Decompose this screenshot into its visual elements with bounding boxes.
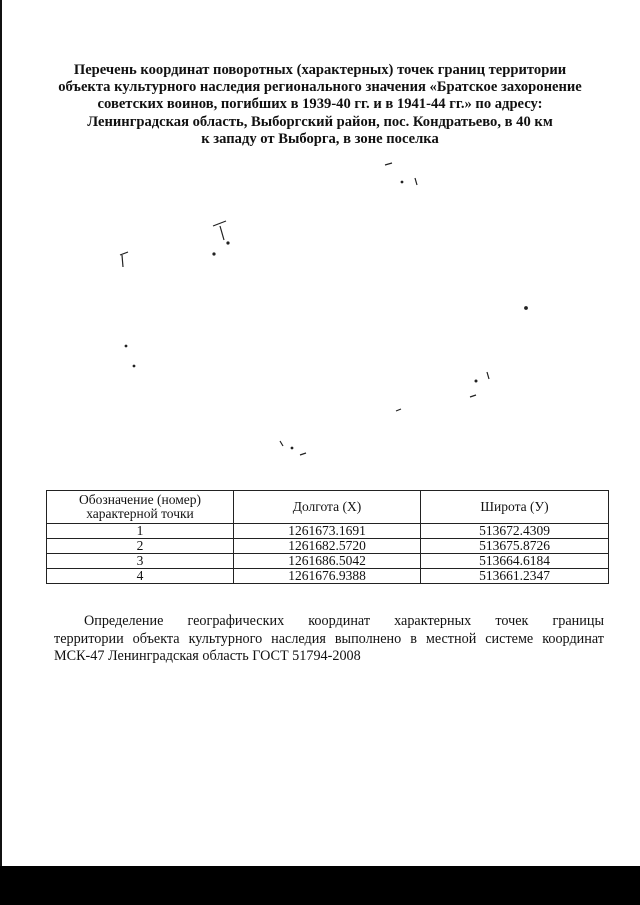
paragraph-line: Определение географических координат характерных точек границы xyxy=(84,613,604,629)
scan-left-edge xyxy=(0,0,2,866)
header-latitude: Широта (У) xyxy=(421,491,609,524)
document-title xyxy=(40,62,600,148)
cell-point: 3 xyxy=(47,554,234,569)
paragraph-line: МСК-47 Ленинградская область ГОСТ 51794-2008 xyxy=(54,648,361,664)
cell-point: 4 xyxy=(47,569,234,584)
table-row xyxy=(47,554,609,569)
cell-longitude: 1261686.5042 xyxy=(234,554,421,569)
cell-latitude: 513664.6184 xyxy=(421,554,609,569)
method-paragraph xyxy=(54,613,604,666)
cell-latitude: 513661.2347 xyxy=(421,569,609,584)
title-line: объекта культурного наследия регионального значения «Братское захоронение xyxy=(58,79,582,96)
cell-longitude: 1261676.9388 xyxy=(234,569,421,584)
cell-longitude: 1261673.1691 xyxy=(234,524,421,539)
table-header-row xyxy=(47,491,609,524)
cell-point: 1 xyxy=(47,524,234,539)
title-line: к западу от Выборга, в зоне поселка xyxy=(201,130,439,147)
title-line: Перечень координат поворотных (характерных) точек границ территории xyxy=(73,62,567,78)
header-point: Обозначение (номер) характерной точки xyxy=(47,491,234,524)
title-line: советских воинов, погибших в 1939-40 гг. и в 1941-44 гг.» по адресу: xyxy=(97,96,543,113)
scan-bottom-band xyxy=(0,866,640,905)
table-row xyxy=(47,539,609,554)
cell-latitude: 513675.8726 xyxy=(421,539,609,554)
header-longitude: Долгота (X) xyxy=(234,491,421,524)
cell-point: 2 xyxy=(47,539,234,554)
cell-latitude: 513672.4309 xyxy=(421,524,609,539)
scan-noise xyxy=(0,150,640,470)
paragraph-line: территории объекта культурного наследия выполнено в местной системе координат xyxy=(54,630,604,647)
title-line: Ленинградская область, Выборгский район, пос. Кондратьево, в 40 км xyxy=(87,113,553,130)
cell-longitude: 1261682.5720 xyxy=(234,539,421,554)
table-row xyxy=(47,524,609,539)
table-row xyxy=(47,569,609,584)
coordinates-table xyxy=(46,490,609,584)
